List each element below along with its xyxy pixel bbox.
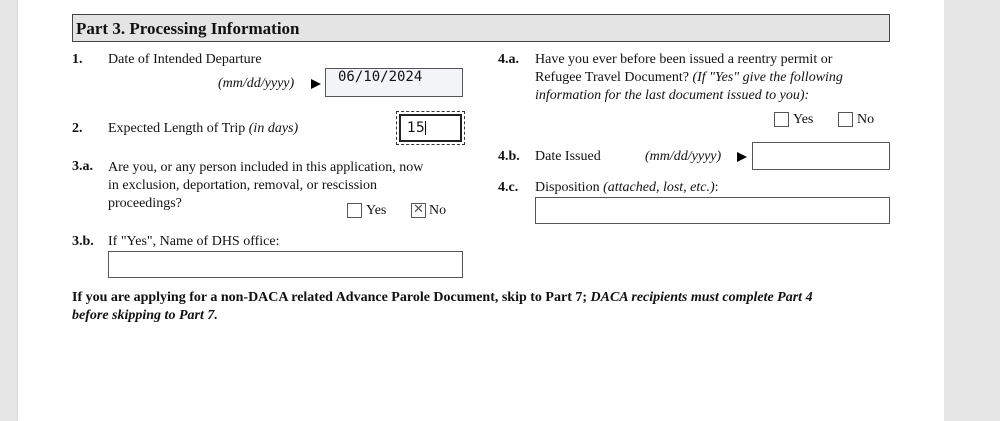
trip-length-field[interactable] bbox=[399, 114, 462, 142]
q4c-label-suffix: : bbox=[714, 180, 719, 195]
q4a-yes-label: Yes bbox=[793, 112, 814, 127]
q4a-no-label: No bbox=[857, 112, 875, 127]
arrow-right-icon bbox=[311, 79, 321, 89]
q4a-yes-checkbox[interactable] bbox=[774, 112, 789, 127]
instruction-line2 bbox=[72, 307, 813, 325]
q3a-no-checkbox[interactable] bbox=[411, 203, 426, 218]
q4a-line1: Have you ever before been issued a reentry permit or bbox=[535, 52, 833, 67]
q4a-no-checkbox[interactable] bbox=[838, 112, 853, 127]
arrow-right-icon bbox=[737, 152, 747, 162]
q4a-line2 bbox=[535, 69, 843, 87]
q3a-yes-label: Yes bbox=[366, 203, 387, 218]
q3a-line3: proceedings? bbox=[108, 196, 182, 211]
q3a-number: 3.a. bbox=[72, 159, 93, 174]
q2-label-hint: (in days) bbox=[248, 121, 299, 136]
q4c-label-hint: (attached, lost, etc.) bbox=[603, 180, 715, 195]
q4a-number: 4.a. bbox=[498, 52, 519, 67]
instruction-bold-text: If you are applying for a non-DACA related Advance Parole Document, skip to Part 7; bbox=[72, 290, 588, 305]
q3b-label: If "Yes", Name of DHS office: bbox=[108, 234, 280, 249]
q3a-line1: Are you, or any person included in this application, now bbox=[108, 160, 424, 175]
q4c-label-text: Disposition bbox=[535, 180, 600, 195]
q3a-no-label: No bbox=[429, 203, 447, 218]
departure-date-value: 06/10/2024 bbox=[338, 69, 423, 85]
q2-label bbox=[108, 120, 298, 138]
text-caret bbox=[425, 121, 426, 135]
q4a-line2-hint: (If "Yes" give the following bbox=[692, 70, 843, 85]
instruction-note bbox=[72, 289, 813, 325]
q4c-number: 4.c. bbox=[498, 180, 519, 195]
section-header bbox=[72, 14, 890, 42]
q4b-format-hint: (mm/dd/yyyy) bbox=[645, 149, 722, 164]
instruction-line2-text: before skipping to Part 7. bbox=[72, 308, 218, 323]
departure-date-field[interactable] bbox=[325, 68, 463, 97]
q1-label: Date of Intended Departure bbox=[108, 52, 262, 67]
q2-number: 2. bbox=[72, 121, 83, 136]
instruction-line1 bbox=[72, 289, 813, 307]
q4a-line3: information for the last document issued to you): bbox=[535, 88, 810, 103]
q1-number: 1. bbox=[72, 52, 83, 67]
q3a-line2: in exclusion, deportation, removal, or rescission bbox=[108, 178, 378, 193]
disposition-field[interactable] bbox=[535, 197, 890, 224]
q1-format-hint: (mm/dd/yyyy) bbox=[218, 76, 295, 91]
q4a-line2-text: Refugee Travel Document? bbox=[535, 70, 689, 85]
q3a-yes-checkbox[interactable] bbox=[347, 203, 362, 218]
date-issued-field[interactable] bbox=[752, 142, 890, 170]
section-title: Part 3. Processing Information bbox=[76, 19, 300, 38]
checkmark-x-icon: ✕ bbox=[413, 202, 424, 217]
q4c-label bbox=[535, 179, 719, 197]
scroll-gutter bbox=[944, 0, 1000, 421]
instruction-italic-text: DACA recipients must complete Part 4 bbox=[590, 290, 813, 305]
q2-label-text: Expected Length of Trip bbox=[108, 121, 246, 136]
trip-length-value: 15 bbox=[407, 120, 425, 136]
q4b-number: 4.b. bbox=[498, 149, 520, 164]
q4b-label: Date Issued bbox=[535, 149, 601, 164]
q3b-number: 3.b. bbox=[72, 234, 94, 249]
dhs-office-field[interactable] bbox=[108, 251, 463, 278]
